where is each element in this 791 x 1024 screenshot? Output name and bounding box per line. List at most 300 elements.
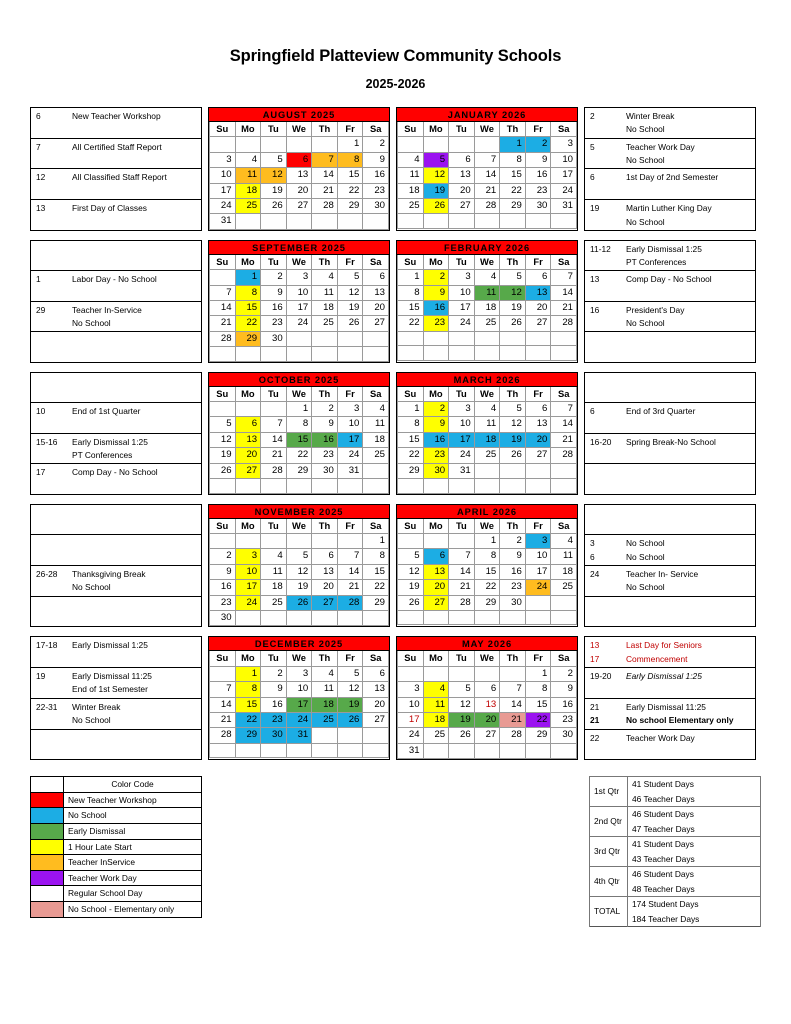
day-cell[interactable]: 16 (500, 564, 526, 579)
day-cell[interactable]: 6 (525, 402, 551, 417)
day-cell[interactable]: 28 (449, 595, 475, 610)
day-cell[interactable]: 26 (337, 712, 363, 727)
day-cell[interactable]: 12 (286, 564, 312, 579)
day-cell[interactable]: 15 (500, 168, 526, 183)
day-cell[interactable]: 11 (235, 168, 261, 183)
day-cell[interactable]: 9 (261, 285, 287, 300)
day-cell[interactable]: 30 (261, 331, 287, 346)
day-cell[interactable]: 14 (312, 168, 338, 183)
day-cell[interactable]: 12 (449, 697, 475, 712)
day-cell[interactable]: 19 (261, 183, 287, 198)
day-cell[interactable]: 9 (525, 152, 551, 167)
day-cell[interactable]: 18 (474, 301, 500, 316)
day-cell[interactable]: 7 (449, 549, 475, 564)
day-cell[interactable]: 24 (210, 199, 236, 214)
day-cell[interactable]: 23 (525, 183, 551, 198)
day-cell[interactable]: 27 (312, 595, 338, 610)
day-cell[interactable]: 22 (398, 316, 424, 331)
day-cell[interactable]: 21 (474, 183, 500, 198)
day-cell[interactable]: 20 (363, 697, 389, 712)
day-cell[interactable]: 8 (363, 549, 389, 564)
day-cell[interactable]: 20 (525, 301, 551, 316)
day-cell[interactable]: 10 (235, 564, 261, 579)
day-cell[interactable]: 17 (449, 432, 475, 447)
day-cell[interactable]: 20 (423, 580, 449, 595)
day-cell[interactable]: 2 (261, 270, 287, 285)
day-cell[interactable]: 9 (363, 152, 389, 167)
day-cell[interactable]: 23 (261, 316, 287, 331)
day-cell[interactable]: 12 (500, 285, 526, 300)
day-cell[interactable]: 11 (363, 417, 389, 432)
day-cell[interactable]: 15 (363, 564, 389, 579)
day-cell[interactable]: 13 (423, 564, 449, 579)
day-cell[interactable]: 14 (337, 564, 363, 579)
day-cell[interactable]: 10 (210, 168, 236, 183)
day-cell[interactable]: 9 (312, 417, 338, 432)
day-cell[interactable]: 4 (235, 152, 261, 167)
day-cell[interactable]: 7 (337, 549, 363, 564)
day-cell[interactable]: 7 (210, 285, 236, 300)
day-cell[interactable]: 17 (525, 564, 551, 579)
day-cell[interactable]: 3 (551, 137, 577, 152)
day-cell[interactable]: 13 (474, 697, 500, 712)
day-cell[interactable]: 3 (398, 682, 424, 697)
day-cell[interactable]: 29 (363, 595, 389, 610)
day-cell[interactable]: 7 (551, 402, 577, 417)
day-cell[interactable]: 25 (312, 712, 338, 727)
day-cell[interactable]: 24 (286, 316, 312, 331)
day-cell[interactable]: 17 (286, 301, 312, 316)
day-cell[interactable]: 14 (474, 168, 500, 183)
day-cell[interactable]: 15 (398, 301, 424, 316)
day-cell[interactable]: 11 (312, 285, 338, 300)
day-cell[interactable]: 22 (398, 448, 424, 463)
day-cell[interactable]: 10 (449, 417, 475, 432)
day-cell[interactable]: 26 (286, 595, 312, 610)
day-cell[interactable]: 10 (551, 152, 577, 167)
day-cell[interactable]: 28 (500, 728, 526, 743)
day-cell[interactable]: 15 (525, 697, 551, 712)
day-cell[interactable]: 5 (286, 549, 312, 564)
day-cell[interactable]: 29 (398, 463, 424, 478)
day-cell[interactable]: 30 (312, 463, 338, 478)
day-cell[interactable]: 1 (286, 402, 312, 417)
day-cell[interactable]: 8 (398, 285, 424, 300)
day-cell[interactable]: 27 (449, 199, 475, 214)
day-cell[interactable]: 20 (363, 301, 389, 316)
day-cell[interactable]: 22 (286, 448, 312, 463)
day-cell[interactable]: 11 (423, 697, 449, 712)
day-cell[interactable]: 22 (363, 580, 389, 595)
day-cell[interactable]: 27 (474, 728, 500, 743)
day-cell[interactable]: 25 (423, 728, 449, 743)
day-cell[interactable]: 2 (525, 137, 551, 152)
day-cell[interactable]: 30 (363, 199, 389, 214)
day-cell[interactable]: 16 (551, 697, 577, 712)
day-cell[interactable]: 18 (235, 183, 261, 198)
day-cell[interactable]: 9 (423, 285, 449, 300)
day-cell[interactable]: 4 (312, 666, 338, 681)
day-cell[interactable]: 21 (500, 712, 526, 727)
day-cell[interactable]: 2 (423, 270, 449, 285)
day-cell[interactable]: 20 (235, 448, 261, 463)
day-cell[interactable]: 25 (363, 448, 389, 463)
day-cell[interactable]: 22 (337, 183, 363, 198)
day-cell[interactable]: 20 (449, 183, 475, 198)
day-cell[interactable]: 3 (286, 666, 312, 681)
day-cell[interactable]: 9 (423, 417, 449, 432)
day-cell[interactable]: 25 (474, 448, 500, 463)
day-cell[interactable]: 13 (312, 564, 338, 579)
day-cell[interactable]: 14 (210, 301, 236, 316)
day-cell[interactable]: 31 (286, 728, 312, 743)
day-cell[interactable]: 26 (500, 448, 526, 463)
day-cell[interactable]: 9 (551, 682, 577, 697)
day-cell[interactable]: 8 (337, 152, 363, 167)
day-cell[interactable]: 13 (286, 168, 312, 183)
day-cell[interactable]: 13 (363, 682, 389, 697)
day-cell[interactable]: 31 (551, 199, 577, 214)
day-cell[interactable]: 4 (363, 402, 389, 417)
day-cell[interactable]: 14 (551, 417, 577, 432)
day-cell[interactable]: 6 (525, 270, 551, 285)
day-cell[interactable]: 25 (551, 580, 577, 595)
day-cell[interactable]: 7 (210, 682, 236, 697)
day-cell[interactable]: 23 (261, 712, 287, 727)
day-cell[interactable]: 27 (363, 712, 389, 727)
day-cell[interactable]: 30 (423, 463, 449, 478)
day-cell[interactable]: 31 (210, 214, 236, 229)
day-cell[interactable]: 3 (286, 270, 312, 285)
day-cell[interactable]: 21 (261, 448, 287, 463)
day-cell[interactable]: 15 (235, 697, 261, 712)
day-cell[interactable]: 19 (286, 580, 312, 595)
day-cell[interactable]: 25 (474, 316, 500, 331)
day-cell[interactable]: 5 (500, 270, 526, 285)
day-cell[interactable]: 23 (423, 316, 449, 331)
day-cell[interactable]: 12 (500, 417, 526, 432)
day-cell[interactable]: 25 (312, 316, 338, 331)
day-cell[interactable]: 10 (337, 417, 363, 432)
day-cell[interactable]: 30 (551, 728, 577, 743)
day-cell[interactable]: 22 (500, 183, 526, 198)
day-cell[interactable]: 5 (261, 152, 287, 167)
day-cell[interactable]: 6 (312, 549, 338, 564)
day-cell[interactable]: 25 (235, 199, 261, 214)
day-cell[interactable]: 24 (235, 595, 261, 610)
day-cell[interactable]: 17 (337, 432, 363, 447)
day-cell[interactable]: 2 (500, 533, 526, 548)
day-cell[interactable]: 28 (474, 199, 500, 214)
day-cell[interactable]: 30 (261, 728, 287, 743)
day-cell[interactable]: 24 (449, 448, 475, 463)
day-cell[interactable]: 3 (337, 402, 363, 417)
day-cell[interactable]: 3 (449, 402, 475, 417)
day-cell[interactable]: 1 (398, 270, 424, 285)
day-cell[interactable]: 28 (210, 728, 236, 743)
day-cell[interactable]: 11 (312, 682, 338, 697)
day-cell[interactable]: 5 (398, 549, 424, 564)
day-cell[interactable]: 13 (235, 432, 261, 447)
day-cell[interactable]: 7 (551, 270, 577, 285)
day-cell[interactable]: 12 (337, 682, 363, 697)
day-cell[interactable]: 15 (337, 168, 363, 183)
day-cell[interactable]: 1 (525, 666, 551, 681)
day-cell[interactable]: 16 (423, 432, 449, 447)
day-cell[interactable]: 1 (337, 137, 363, 152)
day-cell[interactable]: 5 (337, 270, 363, 285)
day-cell[interactable]: 29 (235, 728, 261, 743)
day-cell[interactable]: 26 (423, 199, 449, 214)
day-cell[interactable]: 21 (210, 316, 236, 331)
day-cell[interactable]: 18 (423, 712, 449, 727)
day-cell[interactable]: 12 (210, 432, 236, 447)
day-cell[interactable]: 2 (551, 666, 577, 681)
day-cell[interactable]: 26 (337, 316, 363, 331)
day-cell[interactable]: 8 (398, 417, 424, 432)
day-cell[interactable]: 8 (474, 549, 500, 564)
day-cell[interactable]: 1 (500, 137, 526, 152)
day-cell[interactable]: 20 (286, 183, 312, 198)
day-cell[interactable]: 12 (398, 564, 424, 579)
day-cell[interactable]: 24 (398, 728, 424, 743)
day-cell[interactable]: 12 (337, 285, 363, 300)
day-cell[interactable]: 29 (337, 199, 363, 214)
day-cell[interactable]: 24 (286, 712, 312, 727)
day-cell[interactable]: 27 (286, 199, 312, 214)
day-cell[interactable]: 5 (500, 402, 526, 417)
day-cell[interactable]: 1 (235, 270, 261, 285)
day-cell[interactable]: 3 (235, 549, 261, 564)
day-cell[interactable]: 22 (235, 316, 261, 331)
day-cell[interactable]: 25 (261, 595, 287, 610)
day-cell[interactable]: 6 (235, 417, 261, 432)
day-cell[interactable]: 29 (235, 331, 261, 346)
day-cell[interactable]: 24 (525, 580, 551, 595)
day-cell[interactable]: 14 (551, 285, 577, 300)
day-cell[interactable]: 23 (500, 580, 526, 595)
day-cell[interactable]: 26 (210, 463, 236, 478)
day-cell[interactable]: 12 (423, 168, 449, 183)
day-cell[interactable]: 16 (423, 301, 449, 316)
day-cell[interactable]: 3 (210, 152, 236, 167)
day-cell[interactable]: 26 (398, 595, 424, 610)
day-cell[interactable]: 15 (398, 432, 424, 447)
day-cell[interactable]: 16 (261, 697, 287, 712)
day-cell[interactable]: 2 (312, 402, 338, 417)
day-cell[interactable]: 10 (398, 697, 424, 712)
day-cell[interactable]: 6 (363, 666, 389, 681)
day-cell[interactable]: 19 (337, 301, 363, 316)
day-cell[interactable]: 20 (525, 432, 551, 447)
day-cell[interactable]: 11 (474, 417, 500, 432)
day-cell[interactable]: 16 (312, 432, 338, 447)
day-cell[interactable]: 26 (449, 728, 475, 743)
day-cell[interactable]: 18 (551, 564, 577, 579)
day-cell[interactable]: 16 (525, 168, 551, 183)
day-cell[interactable]: 4 (474, 270, 500, 285)
day-cell[interactable]: 16 (261, 301, 287, 316)
day-cell[interactable]: 23 (363, 183, 389, 198)
day-cell[interactable]: 5 (337, 666, 363, 681)
day-cell[interactable]: 4 (312, 270, 338, 285)
day-cell[interactable]: 15 (235, 301, 261, 316)
day-cell[interactable]: 23 (210, 595, 236, 610)
day-cell[interactable]: 6 (423, 549, 449, 564)
day-cell[interactable]: 21 (551, 432, 577, 447)
day-cell[interactable]: 4 (474, 402, 500, 417)
day-cell[interactable]: 8 (525, 682, 551, 697)
day-cell[interactable]: 11 (398, 168, 424, 183)
day-cell[interactable]: 7 (474, 152, 500, 167)
day-cell[interactable]: 2 (423, 402, 449, 417)
day-cell[interactable]: 4 (261, 549, 287, 564)
day-cell[interactable]: 27 (235, 463, 261, 478)
day-cell[interactable]: 9 (261, 682, 287, 697)
day-cell[interactable]: 17 (235, 580, 261, 595)
day-cell[interactable]: 22 (525, 712, 551, 727)
day-cell[interactable]: 2 (261, 666, 287, 681)
day-cell[interactable]: 14 (500, 697, 526, 712)
day-cell[interactable]: 17 (449, 301, 475, 316)
day-cell[interactable]: 23 (551, 712, 577, 727)
day-cell[interactable]: 7 (261, 417, 287, 432)
day-cell[interactable]: 11 (261, 564, 287, 579)
day-cell[interactable]: 21 (210, 712, 236, 727)
day-cell[interactable]: 9 (500, 549, 526, 564)
day-cell[interactable]: 1 (363, 533, 389, 548)
day-cell[interactable]: 18 (312, 301, 338, 316)
day-cell[interactable]: 29 (286, 463, 312, 478)
day-cell[interactable]: 11 (474, 285, 500, 300)
day-cell[interactable]: 14 (210, 697, 236, 712)
day-cell[interactable]: 4 (551, 533, 577, 548)
day-cell[interactable]: 25 (398, 199, 424, 214)
day-cell[interactable]: 21 (551, 301, 577, 316)
day-cell[interactable]: 26 (500, 316, 526, 331)
day-cell[interactable]: 23 (312, 448, 338, 463)
day-cell[interactable]: 18 (398, 183, 424, 198)
day-cell[interactable]: 10 (525, 549, 551, 564)
day-cell[interactable]: 13 (525, 417, 551, 432)
day-cell[interactable]: 31 (449, 463, 475, 478)
day-cell[interactable]: 28 (312, 199, 338, 214)
day-cell[interactable]: 27 (363, 316, 389, 331)
day-cell[interactable]: 8 (235, 285, 261, 300)
day-cell[interactable]: 22 (235, 712, 261, 727)
day-cell[interactable]: 14 (261, 432, 287, 447)
day-cell[interactable]: 13 (449, 168, 475, 183)
day-cell[interactable]: 17 (398, 712, 424, 727)
day-cell[interactable]: 14 (449, 564, 475, 579)
day-cell[interactable]: 24 (449, 316, 475, 331)
day-cell[interactable]: 18 (261, 580, 287, 595)
day-cell[interactable]: 10 (286, 285, 312, 300)
day-cell[interactable]: 28 (210, 331, 236, 346)
day-cell[interactable]: 30 (500, 595, 526, 610)
day-cell[interactable]: 19 (500, 301, 526, 316)
day-cell[interactable]: 19 (449, 712, 475, 727)
day-cell[interactable]: 21 (449, 580, 475, 595)
day-cell[interactable]: 30 (210, 610, 236, 625)
day-cell[interactable]: 31 (337, 463, 363, 478)
day-cell[interactable]: 18 (474, 432, 500, 447)
day-cell[interactable]: 20 (312, 580, 338, 595)
day-cell[interactable]: 29 (474, 595, 500, 610)
day-cell[interactable]: 6 (286, 152, 312, 167)
day-cell[interactable]: 8 (286, 417, 312, 432)
day-cell[interactable]: 5 (449, 682, 475, 697)
day-cell[interactable]: 20 (474, 712, 500, 727)
day-cell[interactable]: 13 (525, 285, 551, 300)
day-cell[interactable]: 3 (525, 533, 551, 548)
day-cell[interactable]: 21 (337, 580, 363, 595)
day-cell[interactable]: 28 (337, 595, 363, 610)
day-cell[interactable]: 30 (525, 199, 551, 214)
day-cell[interactable]: 4 (398, 152, 424, 167)
day-cell[interactable]: 15 (286, 432, 312, 447)
day-cell[interactable]: 18 (363, 432, 389, 447)
day-cell[interactable]: 29 (525, 728, 551, 743)
day-cell[interactable]: 24 (551, 183, 577, 198)
day-cell[interactable]: 19 (423, 183, 449, 198)
day-cell[interactable]: 4 (423, 682, 449, 697)
day-cell[interactable]: 11 (551, 549, 577, 564)
day-cell[interactable]: 1 (474, 533, 500, 548)
day-cell[interactable]: 19 (337, 697, 363, 712)
day-cell[interactable]: 12 (261, 168, 287, 183)
day-cell[interactable]: 19 (210, 448, 236, 463)
day-cell[interactable]: 15 (474, 564, 500, 579)
day-cell[interactable]: 6 (474, 682, 500, 697)
day-cell[interactable]: 27 (525, 316, 551, 331)
day-cell[interactable]: 8 (500, 152, 526, 167)
day-cell[interactable]: 19 (500, 432, 526, 447)
day-cell[interactable]: 6 (449, 152, 475, 167)
day-cell[interactable]: 17 (210, 183, 236, 198)
day-cell[interactable]: 28 (551, 448, 577, 463)
day-cell[interactable]: 1 (398, 402, 424, 417)
day-cell[interactable]: 7 (500, 682, 526, 697)
day-cell[interactable]: 6 (363, 270, 389, 285)
day-cell[interactable]: 1 (235, 666, 261, 681)
day-cell[interactable]: 16 (363, 168, 389, 183)
day-cell[interactable]: 5 (423, 152, 449, 167)
day-cell[interactable]: 26 (261, 199, 287, 214)
day-cell[interactable]: 23 (423, 448, 449, 463)
day-cell[interactable]: 17 (551, 168, 577, 183)
day-cell[interactable]: 9 (210, 564, 236, 579)
day-cell[interactable]: 27 (423, 595, 449, 610)
day-cell[interactable]: 10 (449, 285, 475, 300)
day-cell[interactable]: 29 (500, 199, 526, 214)
day-cell[interactable]: 2 (210, 549, 236, 564)
day-cell[interactable]: 19 (398, 580, 424, 595)
day-cell[interactable]: 28 (551, 316, 577, 331)
day-cell[interactable]: 17 (286, 697, 312, 712)
day-cell[interactable]: 22 (474, 580, 500, 595)
day-cell[interactable]: 8 (235, 682, 261, 697)
day-cell[interactable]: 27 (525, 448, 551, 463)
day-cell[interactable]: 21 (312, 183, 338, 198)
day-cell[interactable]: 10 (286, 682, 312, 697)
day-cell[interactable]: 28 (261, 463, 287, 478)
day-cell[interactable]: 7 (312, 152, 338, 167)
day-cell[interactable]: 16 (210, 580, 236, 595)
day-cell[interactable]: 18 (312, 697, 338, 712)
day-cell[interactable]: 5 (210, 417, 236, 432)
day-cell[interactable]: 13 (363, 285, 389, 300)
